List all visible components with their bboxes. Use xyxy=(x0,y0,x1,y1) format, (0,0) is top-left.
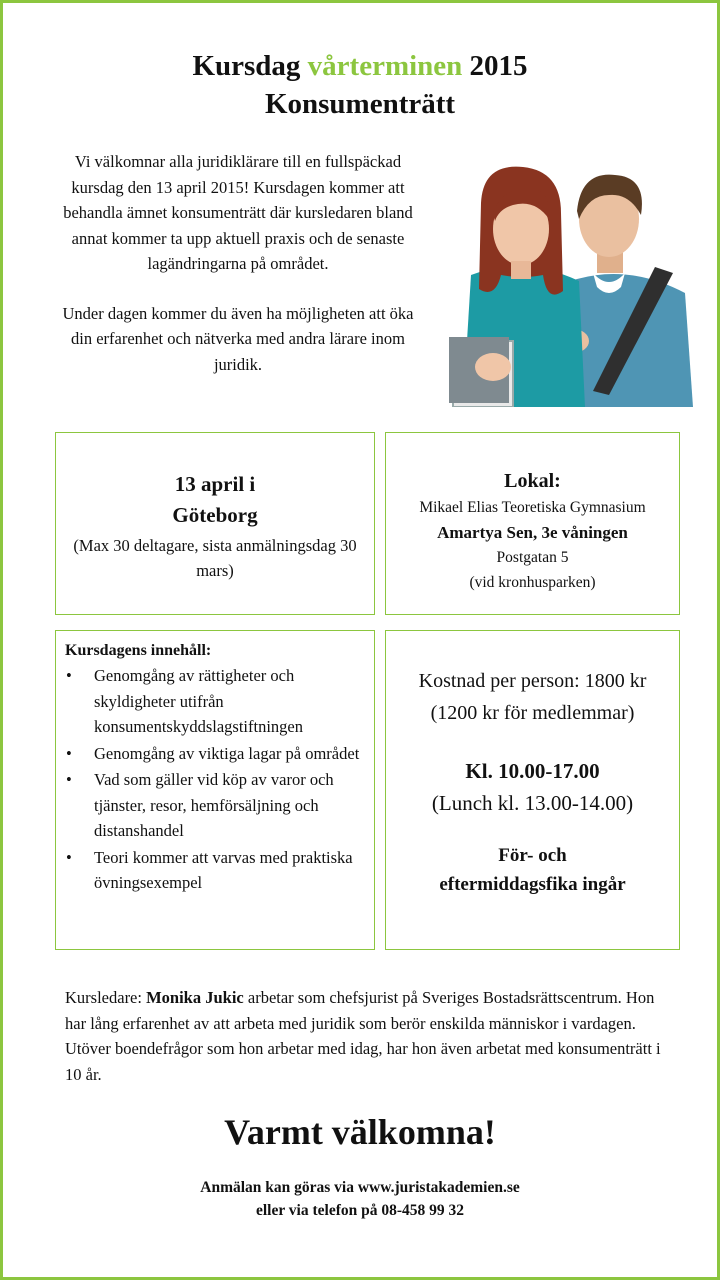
participant-note: (Max 30 deltagare, sista anmälningsdag 30 mars) xyxy=(73,536,357,580)
title-line1 xyxy=(3,47,717,85)
member-cost: (1200 kr för medlemmar) xyxy=(430,702,635,724)
list-item-text: Genomgång av viktiga lagar på området xyxy=(94,743,360,763)
lunch-time: (Lunch kl. 13.00-14.00) xyxy=(431,791,634,815)
course-time: Kl. 10.00-17.00 xyxy=(465,759,600,783)
leader-name: Monika Jukic xyxy=(146,988,244,1007)
content-title: Kursdagens innehåll: xyxy=(65,642,212,659)
welcome-heading: Varmt välkomna! xyxy=(224,1112,496,1152)
list-item xyxy=(56,663,374,740)
cost-info xyxy=(386,665,679,729)
contact-line-1: Anmälan kan göras via www.juristakademien.se xyxy=(200,1179,520,1196)
cost-box xyxy=(385,630,680,950)
title-subtitle: Konsumenträtt xyxy=(264,88,456,120)
list-item xyxy=(56,767,374,844)
fika-info xyxy=(386,841,679,899)
course-date-line: 13 april i xyxy=(174,472,256,496)
leader-description: arbetar som chefsjurist på Sveriges Bostadsrättscentrum. Hon har lång erfarenhet av att arbeta med juridik som berör enskilda människor i vardagen. Utöver boendefrågor som hon arbetar med idag, har hon även arbetat med konsumenträtt i 10 år. xyxy=(65,988,661,1084)
date-box xyxy=(55,432,375,615)
location-box xyxy=(385,432,680,615)
intro-text xyxy=(51,149,425,377)
contact-line-2: eller via telefon på 08-458 99 32 xyxy=(255,1202,465,1219)
list-item-text: Genomgång av rättigheter och skyldigheter utifrån konsumentskyddslagstiftningen xyxy=(94,666,303,736)
course-date xyxy=(56,469,374,531)
bullet-icon: • xyxy=(66,743,72,763)
page-title xyxy=(3,47,717,123)
intro-paragraph-2: Under dagen kommer du även ha möjligheten att öka din erfarenhet och nätverka med andra lärare inom juridik. xyxy=(62,303,414,374)
list-item xyxy=(56,741,374,767)
bullet-icon: • xyxy=(66,666,72,685)
fika-line-1: För- och xyxy=(498,845,567,866)
students-illustration xyxy=(423,163,713,407)
list-item-text: Vad som gäller vid köp av varor och tjänster, resor, hemförsäljning och distanshandel xyxy=(94,770,334,840)
fika-line-2: eftermiddagsfika ingår xyxy=(439,874,626,895)
location-title: Lokal: xyxy=(504,470,561,492)
cost-per-person: Kostnad per person: 1800 kr xyxy=(418,670,647,692)
title-highlight: vårterminen xyxy=(307,50,463,82)
content-list xyxy=(56,663,374,896)
leader-label: Kursledare: xyxy=(65,988,142,1007)
students-photo xyxy=(423,163,713,407)
content-box xyxy=(55,630,375,950)
title-prefix: Kursdag xyxy=(192,50,301,82)
location-room: Amartya Sen, 3e våningen xyxy=(437,523,628,542)
bullet-icon: • xyxy=(66,770,72,789)
contact-info xyxy=(3,1176,717,1222)
course-city: Göteborg xyxy=(172,503,258,527)
title-year: 2015 xyxy=(469,50,528,82)
location-school: Mikael Elias Teoretiska Gymnasium xyxy=(419,499,646,516)
list-item-text: Teori kommer att varvas med praktiska övningsexempel xyxy=(94,847,353,892)
list-item xyxy=(56,845,374,896)
location-landmark: (vid kronhusparken) xyxy=(469,574,596,591)
course-leader-text xyxy=(65,985,675,1087)
location-street: Postgatan 5 xyxy=(496,549,569,566)
intro-paragraph-1: Vi välkomnar alla juridiklärare till en fullspäckad kursdag den 13 april 2015! Kursdagen kommer att behandla ämnet konsumenträtt där kursledaren bland annat kommer ta upp aktuell praxis och de senaste lagändringarna på området. xyxy=(63,152,413,273)
bullet-icon: • xyxy=(66,847,72,867)
